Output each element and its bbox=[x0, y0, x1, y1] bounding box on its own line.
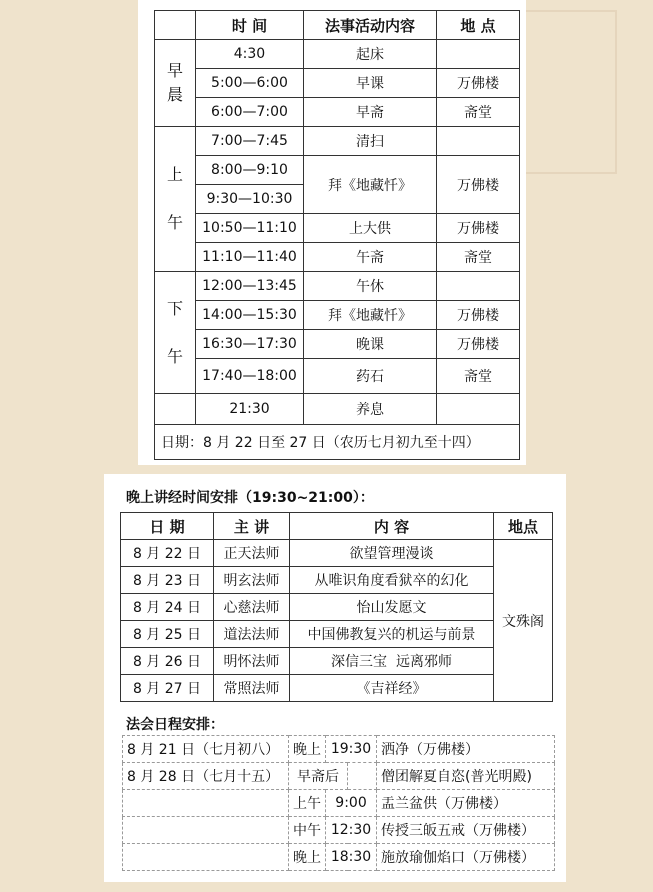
table-row bbox=[155, 40, 520, 69]
time-cell: 6:00—7:00 bbox=[196, 98, 304, 127]
activity-cell: 起床 bbox=[304, 40, 437, 69]
date-note-row bbox=[155, 425, 520, 460]
activity-cell: 拜《地藏忏》 bbox=[304, 156, 437, 214]
speaker-cell: 常照法师 bbox=[214, 675, 290, 702]
event-cell: 传授三皈五戒（万佛楼） bbox=[377, 817, 555, 844]
daily-schedule-table bbox=[154, 10, 520, 460]
event-cell: 施放瑜伽焰口（万佛楼） bbox=[377, 844, 555, 871]
dharma-assembly-table bbox=[122, 735, 555, 871]
content-cell: 中国佛教复兴的机运与前景 bbox=[290, 621, 494, 648]
period-blank bbox=[155, 394, 196, 425]
date-cell: 8 月 28 日（七月十五） bbox=[123, 763, 289, 790]
period-cell: 早斋后 bbox=[289, 763, 348, 790]
table-row bbox=[155, 359, 520, 394]
time-cell: 14:00—15:30 bbox=[196, 301, 304, 330]
table-row bbox=[121, 540, 553, 567]
event-cell: 洒净（万佛楼） bbox=[377, 736, 555, 763]
dharma-assembly-title: 法会日程安排： bbox=[126, 717, 224, 733]
activity-cell: 午休 bbox=[304, 272, 437, 301]
activity-cell: 上大供 bbox=[304, 214, 437, 243]
location-cell bbox=[437, 127, 520, 156]
activity-cell: 午斋 bbox=[304, 243, 437, 272]
period-morning: 早 晨 bbox=[155, 40, 196, 127]
table-row bbox=[155, 156, 520, 185]
time-cell: 9:30—10:30 bbox=[196, 185, 304, 214]
header-content: 内 容 bbox=[290, 513, 494, 540]
evening-lecture-title: 晚上讲经时间安排（19:30~21:00）： bbox=[126, 490, 374, 506]
content-cell: 深信三宝 远离邪师 bbox=[290, 648, 494, 675]
table-row bbox=[155, 243, 520, 272]
time-cell: 9:00 bbox=[326, 790, 377, 817]
table-row bbox=[123, 817, 555, 844]
content-cell: 《吉祥经》 bbox=[290, 675, 494, 702]
table-row bbox=[121, 594, 553, 621]
speaker-cell: 正天法师 bbox=[214, 540, 290, 567]
time-cell: 19:30 bbox=[326, 736, 377, 763]
table-row bbox=[121, 621, 553, 648]
location-cell: 斋堂 bbox=[437, 98, 520, 127]
table-row bbox=[155, 330, 520, 359]
content-cell: 从唯识角度看狱卒的幻化 bbox=[290, 567, 494, 594]
header-blank bbox=[155, 11, 196, 40]
header-location: 地 点 bbox=[437, 11, 520, 40]
table-row bbox=[155, 394, 520, 425]
date-cell: 8 月 25 日 bbox=[121, 621, 214, 648]
table-row bbox=[123, 763, 555, 790]
table-header-row bbox=[155, 11, 520, 40]
table-row bbox=[155, 214, 520, 243]
time-cell: 5:00—6:00 bbox=[196, 69, 304, 98]
activity-cell: 晚课 bbox=[304, 330, 437, 359]
table-row bbox=[155, 272, 520, 301]
time-cell: 4:30 bbox=[196, 40, 304, 69]
speaker-cell: 明怀法师 bbox=[214, 648, 290, 675]
header-speaker: 主 讲 bbox=[214, 513, 290, 540]
period-cell: 中午 bbox=[289, 817, 326, 844]
time-cell: 16:30—17:30 bbox=[196, 330, 304, 359]
date-cell bbox=[123, 790, 289, 817]
time-cell: 21:30 bbox=[196, 394, 304, 425]
date-note: 日期：8 月 22 日至 27 日（农历七月初九至十四） bbox=[155, 425, 520, 460]
time-cell: 7:00—7:45 bbox=[196, 127, 304, 156]
location-cell: 文殊阁 bbox=[494, 540, 553, 702]
activity-cell: 清扫 bbox=[304, 127, 437, 156]
daily-schedule-panel bbox=[138, 0, 526, 465]
activity-cell: 拜《地藏忏》 bbox=[304, 301, 437, 330]
table-row bbox=[121, 648, 553, 675]
date-cell: 8 月 23 日 bbox=[121, 567, 214, 594]
speaker-cell: 明玄法师 bbox=[214, 567, 290, 594]
content-cell: 欲望管理漫谈 bbox=[290, 540, 494, 567]
evening-lecture-table bbox=[120, 512, 553, 702]
event-cell: 僧团解夏自恣(普光明殿) bbox=[377, 763, 555, 790]
time-cell: 12:00—13:45 bbox=[196, 272, 304, 301]
table-row bbox=[123, 736, 555, 763]
period-cell: 上午 bbox=[289, 790, 326, 817]
location-cell bbox=[437, 272, 520, 301]
lecture-panel bbox=[104, 474, 566, 882]
location-cell: 万佛楼 bbox=[437, 301, 520, 330]
header-activity: 法事活动内容 bbox=[304, 11, 437, 40]
date-cell bbox=[123, 817, 289, 844]
table-row bbox=[123, 844, 555, 871]
period-cell: 晚上 bbox=[289, 736, 326, 763]
location-cell: 万佛楼 bbox=[437, 156, 520, 214]
date-cell: 8 月 22 日 bbox=[121, 540, 214, 567]
table-row bbox=[123, 790, 555, 817]
time-cell: 17:40—18:00 bbox=[196, 359, 304, 394]
table-row bbox=[155, 127, 520, 156]
location-cell: 万佛楼 bbox=[437, 214, 520, 243]
date-cell: 8 月 26 日 bbox=[121, 648, 214, 675]
time-cell: 10:50—11:10 bbox=[196, 214, 304, 243]
location-cell: 斋堂 bbox=[437, 359, 520, 394]
table-row bbox=[155, 98, 520, 127]
content-cell: 怡山发愿文 bbox=[290, 594, 494, 621]
time-cell: 8:00—9:10 bbox=[196, 156, 304, 185]
date-cell: 8 月 24 日 bbox=[121, 594, 214, 621]
activity-cell: 早课 bbox=[304, 69, 437, 98]
speaker-cell: 心慈法师 bbox=[214, 594, 290, 621]
time-cell: 12:30 bbox=[326, 817, 377, 844]
period-afternoon: 下 午 bbox=[155, 272, 196, 394]
date-cell: 8 月 21 日（七月初八） bbox=[123, 736, 289, 763]
table-row bbox=[155, 301, 520, 330]
location-cell bbox=[437, 394, 520, 425]
activity-cell: 养息 bbox=[304, 394, 437, 425]
location-cell: 万佛楼 bbox=[437, 330, 520, 359]
period-cell: 晚上 bbox=[289, 844, 326, 871]
location-cell: 万佛楼 bbox=[437, 69, 520, 98]
activity-cell: 药石 bbox=[304, 359, 437, 394]
date-cell: 8 月 27 日 bbox=[121, 675, 214, 702]
activity-cell: 早斋 bbox=[304, 98, 437, 127]
header-time: 时 间 bbox=[196, 11, 304, 40]
table-row bbox=[121, 567, 553, 594]
header-location: 地点 bbox=[494, 513, 553, 540]
period-forenoon: 上 午 bbox=[155, 127, 196, 272]
date-cell bbox=[123, 844, 289, 871]
header-date: 日 期 bbox=[121, 513, 214, 540]
location-cell: 斋堂 bbox=[437, 243, 520, 272]
time-cell bbox=[348, 763, 377, 790]
table-row bbox=[121, 675, 553, 702]
speaker-cell: 道法法师 bbox=[214, 621, 290, 648]
event-cell: 盂兰盆供（万佛楼） bbox=[377, 790, 555, 817]
location-cell bbox=[437, 40, 520, 69]
time-cell: 11:10—11:40 bbox=[196, 243, 304, 272]
table-header-row bbox=[121, 513, 553, 540]
table-row bbox=[155, 69, 520, 98]
time-cell: 18:30 bbox=[326, 844, 377, 871]
